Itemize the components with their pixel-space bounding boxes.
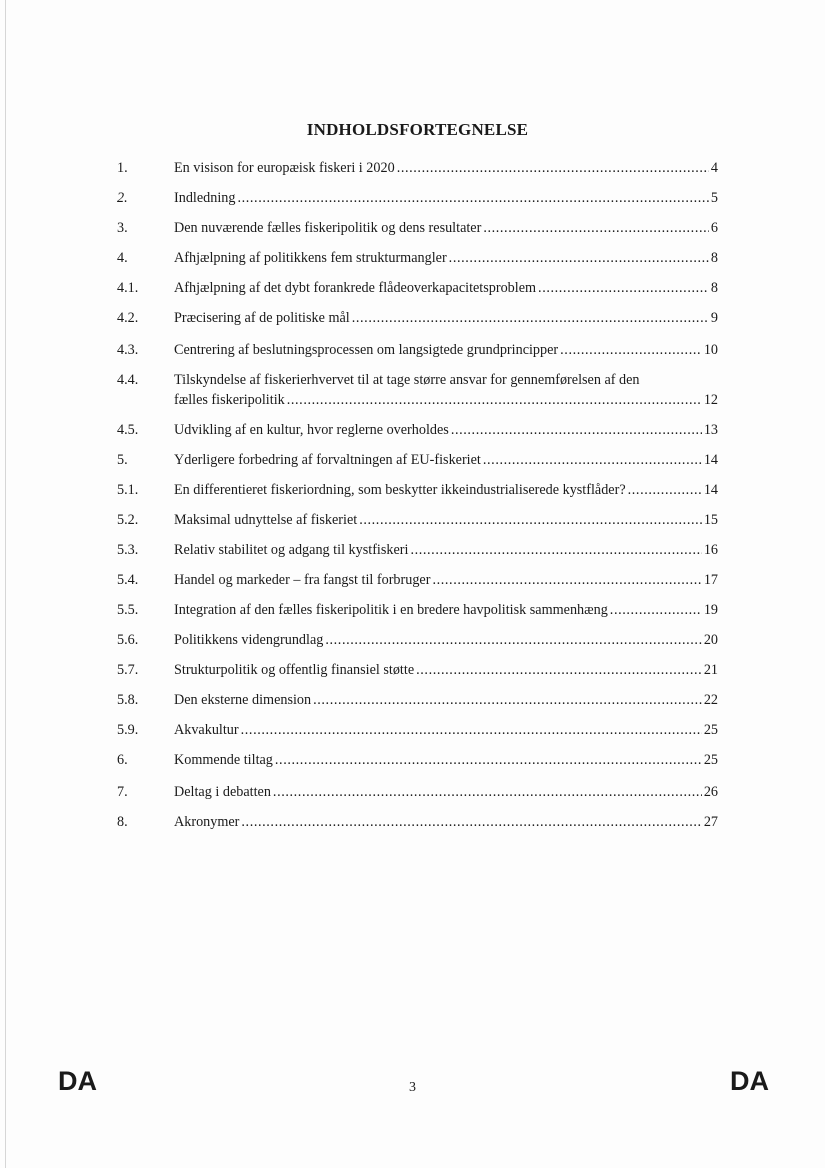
toc-leader-dots [359,510,702,530]
toc-entry-text: Afhjælpning af det dybt forankrede flådeoverkapacitetsproblem [174,280,537,296]
toc-entry-text: Maksimal udnyttelse af fiskeriet [174,512,358,528]
toc-entry-page: 21 [703,662,718,678]
toc-leader-dots [483,450,702,470]
toc-entry-text: Yderligere forbedring af forvaltningen af EU-fiskeriet [174,452,481,468]
toc-entry-text: Akvakultur [174,722,239,738]
toc-entry-text: Afhjælpning af politikkens fem strukturmangler [174,250,447,266]
toc-entry-text: Præcisering af de politiske mål [174,310,350,326]
toc-entry-text: Den eksterne dimension [174,692,312,708]
toc-entry-page: 9 [710,310,718,326]
toc-entry-number: 5.2. [117,512,139,528]
toc-entry-page: 5 [710,190,718,206]
toc-entry-number: 5.3. [117,542,139,558]
toc-leader-dots [483,218,709,238]
toc-entry-text-line1: Tilskyndelse af fiskerierhvervet til at tage større ansvar for gennemførelsen af den [174,372,640,388]
toc-entry-number: 5.9. [117,722,139,738]
toc-entry-page: 17 [703,572,718,588]
toc-entry-number: 7. [117,784,128,800]
toc-entry-number: 5.4. [117,572,139,588]
toc-leader-dots [397,158,709,178]
toc-entry-text: Akronymer [174,814,240,830]
toc-entry-text: Indledning [174,190,236,206]
toc-entry-text: fælles fiskeripolitik [174,392,285,408]
toc-entry-page: 15 [703,512,718,528]
toc-entry-page: 6 [710,220,718,236]
toc-leader-dots [241,812,701,832]
toc-entry-text: Deltag i debatten [174,784,271,800]
toc-entry-number: 4.3. [117,342,139,358]
language-code-left: DA [58,1066,97,1096]
toc-leader-dots [325,630,701,650]
toc-entry-number: 2. [117,190,128,206]
toc-entry-page: 22 [703,692,718,708]
toc-entry-number: 4.5. [117,422,139,438]
toc-entry-page: 20 [703,632,718,648]
toc-entry-text: Centrering af beslutningsprocessen om langsigtede grundprincipper [174,342,559,358]
toc-entry-text: Politikkens videngrundlag [174,632,324,648]
toc-entry-text: Strukturpolitik og offentlig finansiel støtte [174,662,415,678]
page-number: 3 [409,1080,416,1095]
toc-leader-dots [313,690,702,710]
toc-entry-page: 10 [703,342,718,358]
toc-leader-dots [352,308,709,328]
toc-entry-number: 4. [117,250,128,266]
toc-entry-number: 5.6. [117,632,139,648]
toc-leader-dots [273,782,702,802]
toc-entry-page: 4 [710,160,718,176]
toc-entry-number: 5. [117,452,128,468]
toc-entry-number: 3. [117,220,128,236]
toc-entry-page: 14 [703,452,718,468]
toc-entry-page: 8 [710,280,718,296]
toc-entry-text: Kommende tiltag [174,752,273,768]
toc-entry-text: Integration af den fælles fiskeripolitik i en bredere havpolitisk sammenhæng [174,602,608,618]
toc-entry-number: 5.8. [117,692,139,708]
toc-leader-dots [432,570,701,590]
toc-leader-dots [410,540,701,560]
toc-entry-text: Relativ stabilitet og adgang til kystfiskeri [174,542,409,558]
toc-leader-dots [241,720,702,740]
toc-entry-text: Den nuværende fælles fiskeripolitik og dens resultater [174,220,482,236]
toc-leader-dots [538,278,709,298]
toc-entry-page: 13 [703,422,718,438]
toc-entry-number: 4.2. [117,310,139,326]
toc-entry-page: 25 [703,752,718,768]
toc-entry-page: 25 [703,722,718,738]
language-code-right: DA [730,1066,769,1096]
toc-entry-number: 5.1. [117,482,139,498]
toc-leader-dots [275,750,702,770]
toc-entry-number: 5.5. [117,602,139,618]
toc-entry-page: 27 [703,814,718,830]
toc-entry-text: En differentieret fiskeriordning, som beskytter ikkeindustrialiserede kystflåder? [174,482,626,498]
toc-entry-text: En visison for europæisk fiskeri i 2020 [174,160,395,176]
page-title: INDHOLDSFORTEGNELSE [306,120,529,139]
toc-entry-page: 8 [710,250,718,266]
toc-entry-number: 8. [117,814,128,830]
toc-entry-number: 4.4. [117,372,139,388]
page-footer [0,1066,825,1106]
toc-leader-dots [416,660,702,680]
toc-leader-dots [237,188,708,208]
toc-leader-dots [560,340,702,360]
toc-entry-page: 14 [703,482,718,498]
toc-entry-page: 26 [703,784,718,800]
toc-entry-page: 16 [703,542,718,558]
scan-edge-line [5,0,6,1168]
toc-entry-number: 4.1. [117,280,139,296]
toc-leader-dots [628,480,702,500]
toc-leader-dots [287,390,702,410]
toc-entry-number: 6. [117,752,128,768]
toc-entry-page: 12 [703,392,718,408]
toc-leader-dots [449,248,709,268]
toc-entry-number: 1. [117,160,128,176]
toc-entry-number: 5.7. [117,662,139,678]
toc-leader-dots [451,420,702,440]
toc-entry-text: Udvikling af en kultur, hvor reglerne overholdes [174,422,449,438]
toc-leader-dots [610,600,702,620]
toc-entry-page: 19 [703,602,718,618]
toc-entry-text: Handel og markeder – fra fangst til forbruger [174,572,431,588]
